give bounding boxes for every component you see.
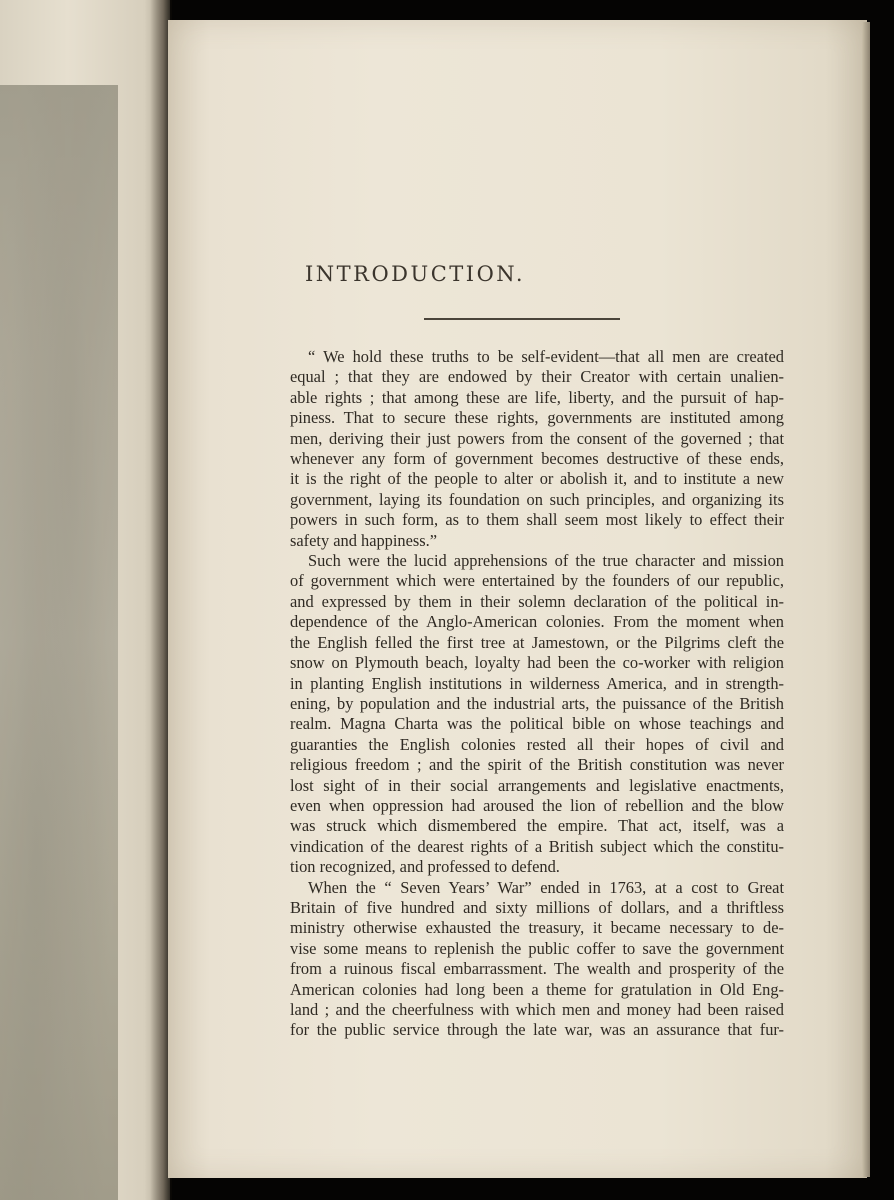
text-line: for the public service through the late war, was an assurance that fur- bbox=[290, 1020, 784, 1040]
text-line: of government which were entertained by the founders of our republic, bbox=[290, 571, 784, 591]
text-line: men, deriving their just powers from the consent of the governed ; that bbox=[290, 428, 784, 448]
paragraph-lucid-apprehensions bbox=[272, 551, 784, 878]
text-line: ening, by population and the industrial arts, the puissance of the British bbox=[290, 693, 784, 713]
text-line: land ; and the cheerfulness with which men and money had been raised bbox=[290, 1000, 784, 1019]
text-line: Such were the lucid apprehensions of the true character and mission bbox=[308, 551, 784, 571]
text-line: even when oppression had aroused the lion of rebellion and the blow bbox=[290, 795, 784, 815]
heading-rule bbox=[424, 318, 620, 320]
text-line: Britain of five hundred and sixty millions of dollars, and a thriftless bbox=[290, 897, 784, 917]
text-line: When the “ Seven Years’ War” ended in 1763, at a cost to Great bbox=[308, 877, 784, 897]
text-line: it is the right of the people to alter or abolish it, and to institute a new bbox=[290, 469, 784, 489]
text-line: safety and happiness.” bbox=[290, 530, 438, 550]
text-line: and expressed by them in their solemn declaration of the political in- bbox=[290, 591, 784, 611]
text-line: was struck which dismembered the empire. That act, itself, was a bbox=[290, 816, 784, 836]
text-line: dependence of the Anglo-American colonies. From the moment when bbox=[290, 612, 784, 632]
text-line: able rights ; that among these are life, liberty, and the pursuit of hap- bbox=[290, 387, 784, 407]
text-line: snow on Plymouth beach, loyalty had been the co-worker with religion bbox=[290, 653, 784, 673]
text-line: guaranties the English colonies rested all their hopes of civil and bbox=[290, 734, 784, 754]
faded-plate-image bbox=[0, 85, 118, 1200]
text-line: lost sight of in their social arrangements and legislative enactments, bbox=[290, 775, 784, 795]
paragraph-seven-years-war bbox=[272, 878, 784, 1041]
text-line: “ We hold these truths to be self-evident—that all men are created bbox=[308, 347, 784, 366]
text-line: powers in such form, as to them shall seem most likely to effect their bbox=[290, 510, 784, 530]
text-line: from a ruinous fiscal embarrassment. The wealth and prosperity of the bbox=[290, 959, 784, 979]
text-line: piness. That to secure these rights, governments are instituted among bbox=[290, 408, 784, 428]
text-line: vindication of the dearest rights of a British subject which the constitu- bbox=[290, 836, 784, 856]
left-facing-page bbox=[0, 0, 170, 1200]
text-line: realm. Magna Charta was the political bible on whose teachings and bbox=[290, 714, 784, 734]
text-line: religious freedom ; and the spirit of the British constitution was never bbox=[290, 755, 784, 775]
page-edge bbox=[862, 22, 870, 1177]
text-line: equal ; that they are endowed by their Creator with certain unalien- bbox=[290, 367, 784, 387]
text-line: whenever any form of government becomes destructive of these ends, bbox=[290, 449, 784, 469]
text-line: ministry otherwise exhausted the treasury, it became necessary to de- bbox=[290, 918, 784, 938]
paragraph-declaration bbox=[272, 347, 784, 551]
text-line: American colonies had long been a theme for gratulation in Old Eng- bbox=[290, 979, 784, 999]
text-line: the English felled the first tree at Jamestown, or the Pilgrims cleft the bbox=[290, 632, 784, 652]
text-line: government, laying its foundation on such principles, and organizing its bbox=[290, 489, 784, 509]
chapter-heading: INTRODUCTION. bbox=[304, 262, 526, 286]
text-line: in planting English institutions in wilderness America, and in strength- bbox=[290, 673, 784, 693]
text-line: vise some means to replenish the public coffer to save the government bbox=[290, 938, 784, 958]
text-line: tion recognized, and professed to defend. bbox=[290, 857, 560, 877]
body-text bbox=[272, 347, 784, 1041]
